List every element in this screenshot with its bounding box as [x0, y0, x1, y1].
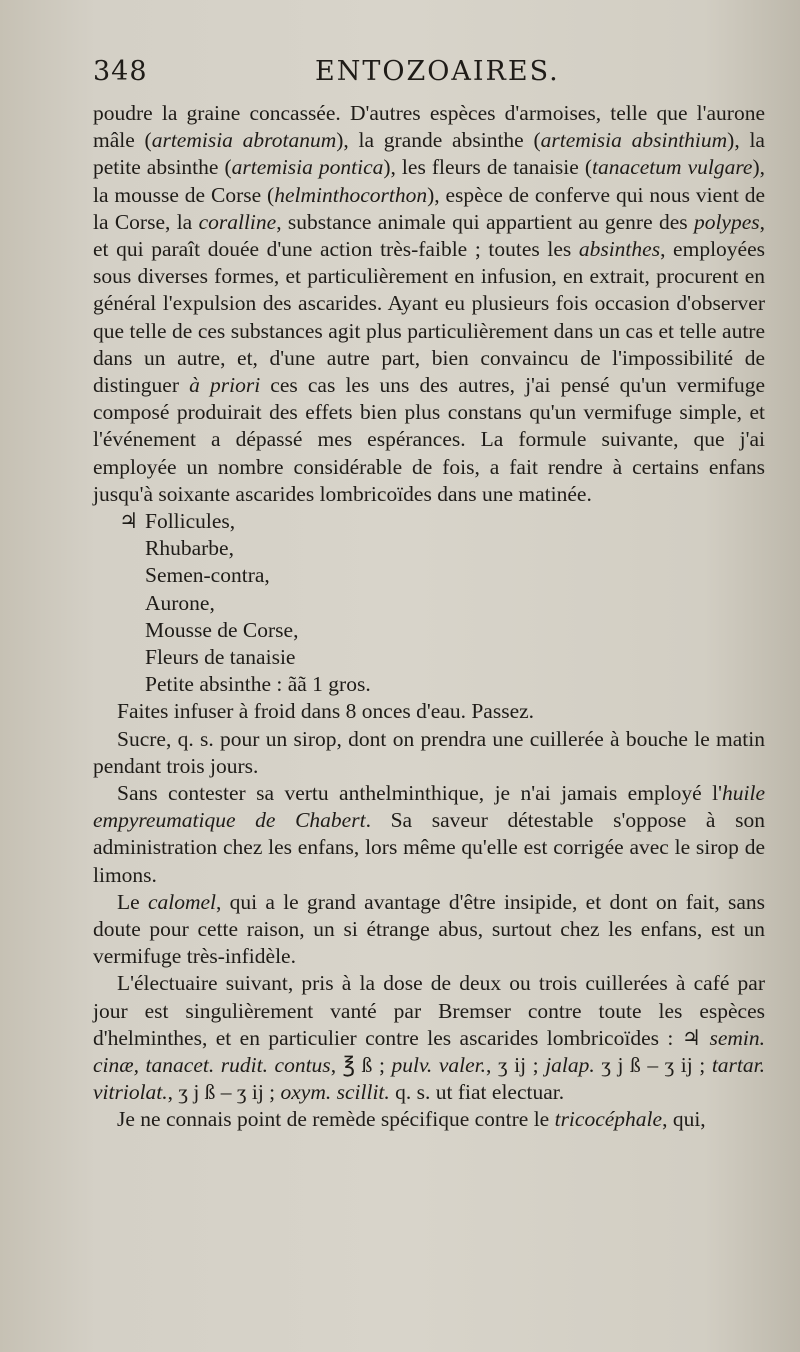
- paragraph-huile: Sans contester sa vertu anthelminthique, je n'ai jamais employé l'huile empyreumatique de Chabert. Sa saveur détestable s'oppose à son administration chez les enfans, lors même qu'elle est corrigée avec le sirop de limons.: [93, 780, 765, 887]
- recipe-item: Petite absinthe : ãã 1 gros.: [145, 672, 371, 697]
- paragraph-sirop: Sucre, q. s. pour un sirop, dont on prendra une cuillerée à bouche le matin pendant trois jours.: [93, 726, 765, 778]
- recipe-symbol: ♃: [119, 509, 139, 534]
- paragraph-armoises: poudre la graine concassée. D'autres espèces d'armoises, telle que l'aurone mâle (artemisia abrotanum), la grande absinthe (artemisia absinthium), la petite absinthe (artemisia pontica), les fleurs de tanaisie (tanacetum vulgare), la mousse de Corse (helminthocorthon), espèce de conferve qui nous vient de la Corse, la coralline, substance animale qui appartient au genre des polypes, et qui paraît douée d'une action très-faible ; toutes les absinthes, employées sous diverses formes, et particulièrement en infusion, en extrait, procurent en général l'expulsion des ascarides. Ayant eu plusieurs fois occasion d'observer que telle de ces substances agit plus particulièrement dans un cas et telle autre dans un autre, et, d'une autre part, bien convaincu de l'impossibilité de distinguer à priori ces cas les uns des autres, j'ai pensé qu'un vermifuge composé produirait des effets bien plus constans qu'un vermifuge simple, et l'événement a dépassé mes espérances. La formule suivante, que j'ai employée un nombre considérable de fois, a fait rendre à certains enfans jusqu'à soixante ascarides lombricoïdes dans une matinée.: [93, 101, 766, 506]
- page-body: [93, 100, 765, 1134]
- recipe-list: [93, 508, 765, 698]
- recipe-item: Semen-contra,: [145, 563, 270, 588]
- rx-symbol: ♃: [681, 1025, 702, 1050]
- recipe-item: Fleurs de tanaisie: [145, 644, 296, 669]
- paragraph-infusion: Faites infuser à froid dans 8 onces d'eau. Passez.: [117, 699, 535, 724]
- page-number: 348: [93, 56, 148, 87]
- paragraph-tricocephale: Je ne connais point de remède spécifique contre le tricocéphale, qui,: [117, 1107, 706, 1132]
- running-title: ENTOZOAIRES.: [315, 56, 560, 87]
- paragraph-electuaire: L'électuaire suivant, pris à la dose de deux ou trois cuillerées à café par jour est singulièrement vanté par Bremser contre toute les espèces d'helminthes, et en particulier contre les ascarides lombricoïdes : ♃ semin. cinæ, tanacet. rudit. contus, ℥ ß ; pulv. valer., ʒ ij ; jalap. ʒ j ß – ʒ ij ; tartar. vitriolat., ʒ j ß – ʒ ij ; oxym. scillit. q. s. ut fiat electuar.: [93, 971, 766, 1105]
- paragraph-calomel: Le calomel, qui a le grand avantage d'être insipide, et dont on fait, sans doute pour cette raison, un si étrange abus, surtout chez les enfans, est un vermifuge très-infidèle.: [93, 889, 766, 969]
- recipe-item: ♃ Follicules,: [119, 508, 765, 535]
- recipe-item: Mousse de Corse,: [145, 617, 299, 642]
- recipe-item: Aurone,: [145, 590, 215, 615]
- page-header: [93, 56, 766, 96]
- recipe-item: Rhubarbe,: [145, 536, 234, 561]
